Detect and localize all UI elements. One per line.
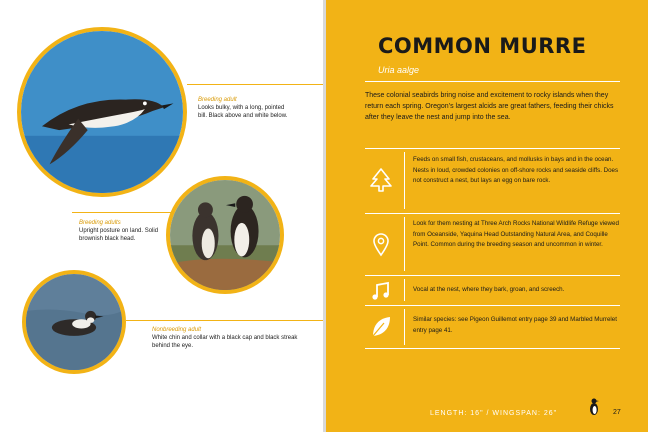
caption-text: Looks bulky, with a long, pointed bill. Black above and white below. [198,105,288,119]
caption-leader-line [126,320,324,321]
row-rule [404,217,405,271]
where-to-find-text: Look for them nesting at Three Arch Rocks National Wildlife Refuge viewed from Oceanside, Yaquina Head Outstanding Natural Area, and Coquille Point. Common during the breeding season and uncommon in winter. [413,220,619,248]
swimming-murre-photo [22,270,126,374]
divider [365,275,620,276]
latin-name: Uria aalge [378,65,420,75]
intro-paragraph: These colonial seabirds bring noise and excitement to rocky islands when they return each spring. Oregon’s largest alcids are great fathers, feeding their chicks after they leave the nest and jump into the sea. [365,92,614,121]
flying-murre-photo [17,27,187,197]
caption-leader-line [72,212,172,213]
location-pin-icon [368,231,394,257]
caption-title: Nonbreeding adult [152,327,202,333]
measurements: LENGTH: 16" / WINGSPAN: 26" [430,410,558,417]
leaf-icon [368,314,394,340]
row-rule [404,279,405,301]
caption-text: Upright posture on land. Solid brownish black head. [79,228,159,242]
divider [365,305,620,306]
murre-silhouette-icon [588,398,600,416]
music-note-icon [368,278,394,304]
habitat-text: Feeds on small fish, crustaceans, and mollusks in bays and in the ocean. Nests in loud, crowded colonies on off-shore rocks and seaside cliffs. Does not construct a nest, but lays an egg on bare rock. [413,156,619,184]
species-title: COMMON MURRE [378,34,587,58]
right-page [326,0,648,432]
row-rule [404,309,405,345]
caption-text: White chin and collar with a black cap and black streak behind the eye. [152,335,298,349]
voice-text: Vocal at the nest, where they bark, groan, and screech. [413,286,565,293]
standing-murres-photo [166,176,284,294]
photo-caption [79,219,175,243]
photo-caption [198,96,294,120]
tree-icon [368,167,394,193]
caption-title: Breeding adults [79,220,121,226]
similar-species-text: Similar species: see Pigeon Guillemot entry page 39 and Marbled Murrelet entry page 41. [413,316,617,334]
divider [365,81,620,82]
divider [365,348,620,349]
divider [365,213,620,214]
divider [365,148,620,149]
page-number: 27 [613,409,621,416]
row-rule [404,152,405,209]
photo-caption [152,326,302,350]
caption-title: Breeding adult [198,97,237,103]
caption-leader-line [187,84,324,85]
